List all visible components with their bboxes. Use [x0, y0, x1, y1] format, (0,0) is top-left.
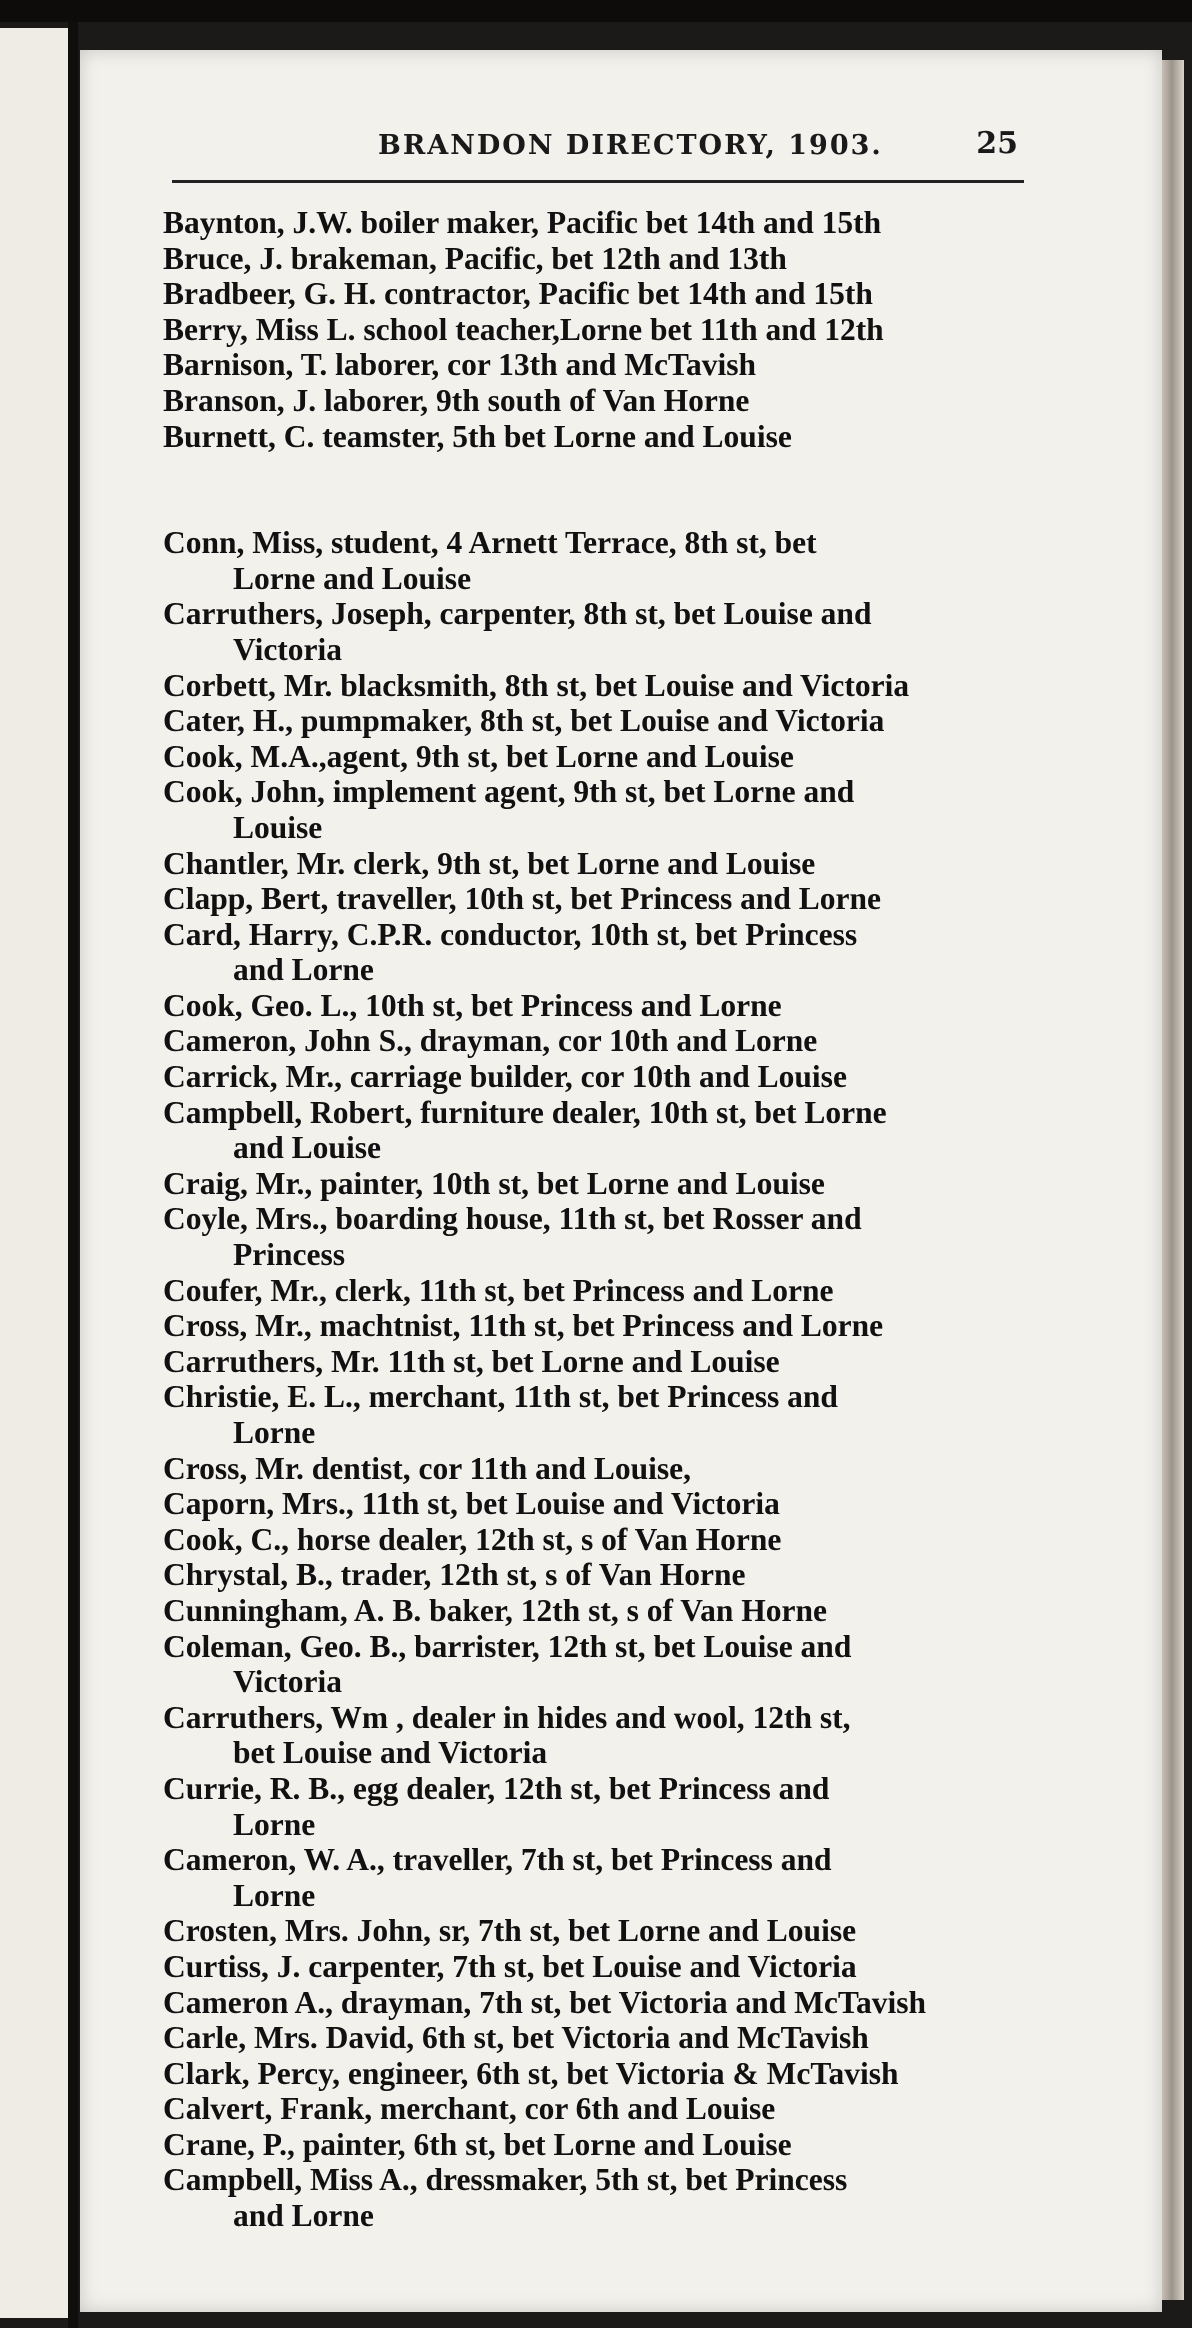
entry-line: Barnison, T. laborer, cor 13th and McTavish	[163, 347, 757, 383]
entry-line: Clapp, Bert, traveller, 10th st, bet Princess and Lorne	[163, 881, 882, 917]
page-number: 25	[976, 126, 1018, 161]
directory-entry	[163, 668, 1033, 704]
directory-entry	[163, 276, 1033, 312]
entry-line: Cook, M.A.,agent, 9th st, bet Lorne and Louise	[163, 738, 794, 774]
directory-entry	[163, 1486, 1033, 1522]
directory-entry	[163, 383, 1033, 419]
entry-line: Conn, Miss, student, 4 Arnett Terrace, 8th st, bet	[163, 525, 817, 561]
directory-entry	[163, 1522, 1033, 1558]
entry-line: Crane, P., painter, 6th st, bet Lorne and Louise	[163, 2126, 792, 2162]
entry-line: Cameron A., drayman, 7th st, bet Victoria and McTavish	[163, 1984, 927, 2020]
directory-entry	[163, 1771, 1033, 1842]
entry-line: Baynton, J.W. boiler maker, Pacific bet 14th and 15th	[163, 205, 882, 240]
entry-continuation: and Lorne	[233, 2198, 374, 2234]
facing-page-edge	[0, 28, 73, 2318]
entry-continuation: bet Louise and Victoria	[233, 1735, 548, 1771]
directory-entry	[163, 1023, 1033, 1059]
header-rule	[172, 180, 1024, 183]
entry-line: Chrystal, B., trader, 12th st, s of Van Horne	[163, 1557, 746, 1593]
directory-entry	[163, 1273, 1033, 1309]
entry-line: Cameron, John S., drayman, cor 10th and Lorne	[163, 1023, 818, 1059]
directory-entry	[163, 1557, 1033, 1593]
directory-entry	[163, 205, 1033, 241]
entry-line: Carrick, Mr., carriage builder, cor 10th and Louise	[163, 1059, 847, 1095]
entry-line: Carruthers, Wm , dealer in hides and wool, 12th st,	[163, 1699, 851, 1735]
directory-entry	[163, 1059, 1033, 1095]
group-gap	[163, 454, 1033, 525]
entry-line: Craig, Mr., painter, 10th st, bet Lorne and Louise	[163, 1165, 825, 1201]
entry-continuation: Lorne	[233, 1877, 316, 1913]
entry-line: Card, Harry, C.P.R. conductor, 10th st, bet Princess	[163, 916, 858, 952]
directory-entries	[163, 205, 1033, 2234]
directory-entry	[163, 774, 1033, 845]
entry-line: Calvert, Frank, merchant, cor 6th and Louise	[163, 2091, 776, 2127]
directory-entry	[163, 988, 1033, 1024]
entry-line: Crosten, Mrs. John, sr, 7th st, bet Lorne and Louise	[163, 1913, 857, 1949]
directory-entry	[163, 1095, 1033, 1166]
page-header	[298, 126, 1018, 170]
entry-line: Carruthers, Joseph, carpenter, 8th st, bet Louise and	[163, 596, 872, 632]
directory-entry	[163, 881, 1033, 917]
entry-line: Burnett, C. teamster, 5th bet Lorne and Louise	[163, 418, 792, 454]
entry-continuation: Princess	[233, 1237, 345, 1273]
directory-entry	[163, 2127, 1033, 2163]
entry-continuation: Victoria	[233, 631, 343, 667]
running-title: BRANDON DIRECTORY, 1903.	[378, 130, 883, 161]
entry-continuation: Victoria	[233, 1664, 343, 1700]
directory-entry	[163, 596, 1033, 667]
entry-line: Branson, J. laborer, 9th south of Van Horne	[163, 382, 750, 418]
entry-continuation: and Louise	[233, 1130, 381, 1166]
directory-entry	[163, 2020, 1033, 2056]
directory-entry	[163, 1201, 1033, 1272]
directory-entry	[163, 703, 1033, 739]
entry-line: Carle, Mrs. David, 6th st, bet Victoria and McTavish	[163, 2020, 869, 2056]
scan-top-edge	[0, 0, 1192, 22]
directory-entry	[163, 917, 1033, 988]
entry-line: Coufer, Mr., clerk, 11th st, bet Princess and Lorne	[163, 1272, 834, 1308]
book-spine	[68, 22, 78, 2328]
directory-entry	[163, 739, 1033, 775]
directory-entry	[163, 312, 1033, 348]
entry-line: Caporn, Mrs., 11th st, bet Louise and Victoria	[163, 1486, 780, 1522]
directory-entry	[163, 241, 1033, 277]
directory-entry	[163, 1913, 1033, 1949]
directory-entry	[163, 347, 1033, 383]
directory-entry	[163, 1451, 1033, 1487]
directory-entry	[163, 1949, 1033, 1985]
entry-line: Coleman, Geo. B., barrister, 12th st, bet Louise and	[163, 1628, 852, 1664]
entry-line: Bradbeer, G. H. contractor, Pacific bet 14th and 15th	[163, 276, 873, 312]
entry-line: Cross, Mr., machtnist, 11th st, bet Princess and Lorne	[163, 1308, 884, 1344]
entry-continuation: Lorne and Louise	[233, 560, 472, 596]
directory-entry	[163, 2056, 1033, 2092]
directory-entry	[163, 1629, 1033, 1700]
entry-line: Berry, Miss L. school teacher,Lorne bet 11th and 12th	[163, 311, 884, 347]
entry-line: Corbett, Mr. blacksmith, 8th st, bet Louise and Victoria	[163, 667, 910, 703]
entry-line: Christie, E. L., merchant, 11th st, bet Princess and	[163, 1379, 838, 1415]
entry-line: Bruce, J. brakeman, Pacific, bet 12th and 13th	[163, 240, 787, 276]
directory-entry	[163, 525, 1033, 596]
directory-entry	[163, 1700, 1033, 1771]
entry-line: Carruthers, Mr. 11th st, bet Lorne and Louise	[163, 1343, 780, 1379]
directory-entry	[163, 1379, 1033, 1450]
directory-entry	[163, 846, 1033, 882]
entry-line: Campbell, Miss A., dressmaker, 5th st, bet Princess	[163, 2162, 848, 2198]
entry-line: Chantler, Mr. clerk, 9th st, bet Lorne and Louise	[163, 845, 816, 881]
directory-entry	[163, 419, 1033, 455]
directory-entry	[163, 1344, 1033, 1380]
entry-line: Cater, H., pumpmaker, 8th st, bet Louise and Victoria	[163, 703, 885, 739]
entry-line: Curtiss, J. carpenter, 7th st, bet Louise and Victoria	[163, 1948, 857, 1984]
directory-entry	[163, 1166, 1033, 1202]
directory-entry	[163, 1593, 1033, 1629]
directory-entry	[163, 1985, 1033, 2021]
directory-entry	[163, 2162, 1033, 2233]
entry-line: Coyle, Mrs., boarding house, 11th st, bet Rosser and	[163, 1201, 862, 1237]
directory-entry	[163, 1308, 1033, 1344]
entry-line: Cunningham, A. B. baker, 12th st, s of Van Horne	[163, 1592, 828, 1628]
entry-continuation: and Lorne	[233, 952, 374, 988]
entry-continuation: Louise	[233, 809, 323, 845]
entry-line: Currie, R. B., egg dealer, 12th st, bet Princess and	[163, 1770, 830, 1806]
directory-entry	[163, 1842, 1033, 1913]
entry-line: Cook, John, implement agent, 9th st, bet Lorne and	[163, 774, 855, 810]
entry-continuation: Lorne	[233, 1806, 316, 1842]
entry-line: Cameron, W. A., traveller, 7th st, bet Princess and	[163, 1842, 832, 1878]
entry-line: Campbell, Robert, furniture dealer, 10th st, bet Lorne	[163, 1094, 887, 1130]
page-block-edge	[1160, 60, 1184, 2300]
entry-continuation: Lorne	[233, 1415, 316, 1450]
entry-line: Cook, Geo. L., 10th st, bet Princess and Lorne	[163, 987, 782, 1023]
entry-line: Cook, C., horse dealer, 12th st, s of Van Horne	[163, 1521, 782, 1557]
directory-entry	[163, 2091, 1033, 2127]
entry-line: Clark, Percy, engineer, 6th st, bet Victoria & McTavish	[163, 2055, 899, 2091]
entry-line: Cross, Mr. dentist, cor 11th and Louise,	[163, 1450, 691, 1486]
